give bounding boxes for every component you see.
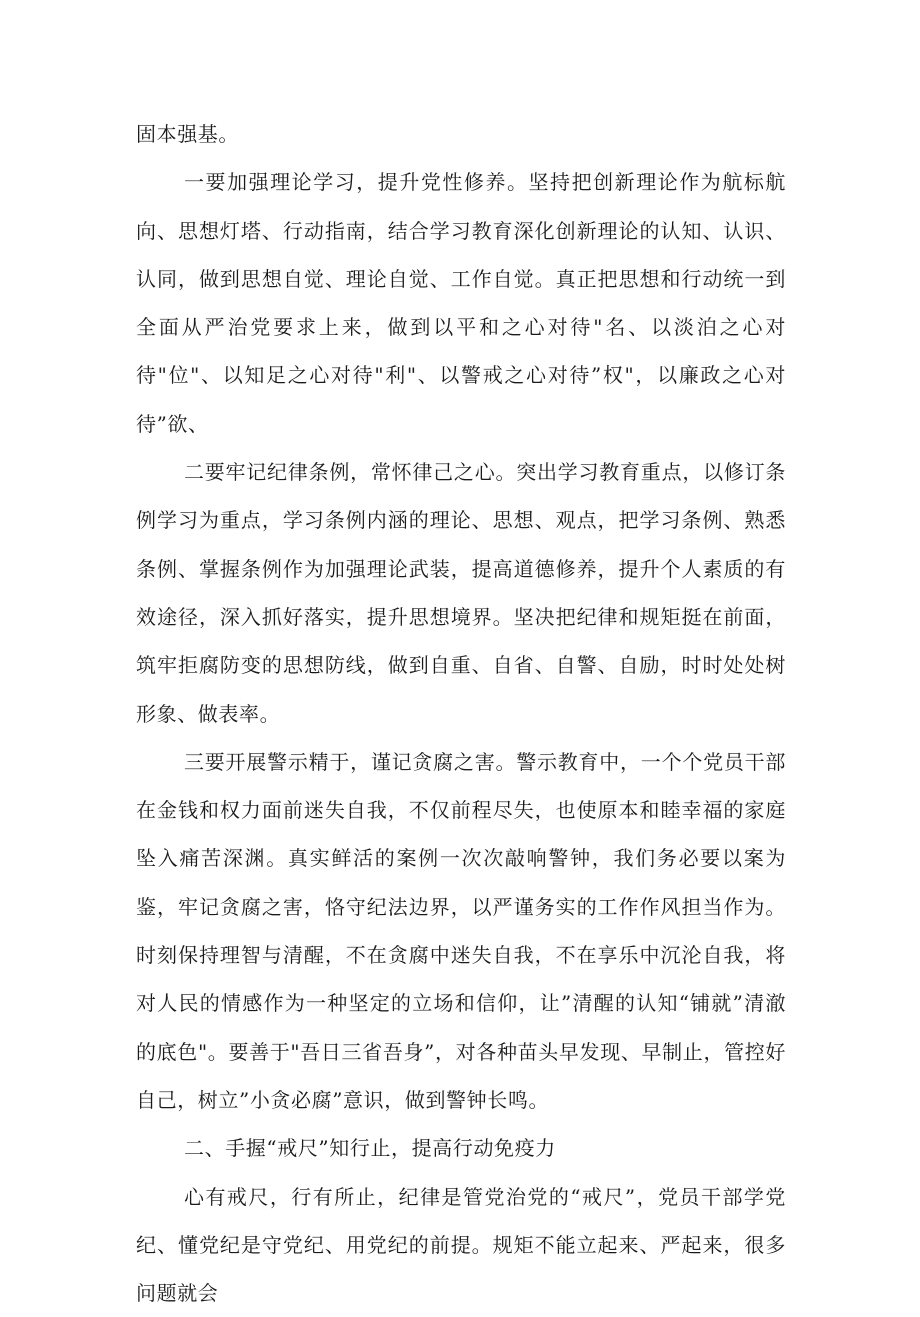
paragraph-discipline-ruler: 心有戒尺，行有所止，纪律是管党治党的“戒尺”，党员干部学党纪、懂党纪是守党纪、用党纪的前提。规矩不能立起来、严起来，很多问题就会 [136, 1184, 786, 1306]
paragraph-warning-education: 三要开展警示精于，谨记贪腐之害。警示教育中，一个个党员干部在金钱和权力面前迷失自我，不仅前程尽失，也使原本和睦幸福的家庭坠入痛苦深渊。真实鲜活的案例一次次敲响警钟，我们务必要以案为鉴，牢记贪腐之害，恪守纪法边界，以严谨务实的工作作风担当作为。时刻保持理智与清醒，不在贪腐中迷失自我，不在享乐中沉沦自我，将对人民的情感作为一种坚定的立场和信仰，让”清醒的认知“铺就”清澈的底色"。要善于"吾日三省吾身”，对各种苗头早发现、早制止，管控好自己，树立”小贪必腐”意识，做到警钟长鸣。 [136, 749, 786, 1112]
section-heading: 二、手握“戒尺”知行止，提高行动免疫力 [184, 1136, 556, 1161]
document-body [136, 110, 786, 1317]
paragraph-discipline-rules: 二要牢记纪律条例，常怀律己之心。突出学习教育重点，以修订条例学习为重点，学习条例内涵的理论、思想、观点，把学习条例、熟悉条例、掌握条例作为加强理论武装，提高道德修养，提升个人素质的有效途径，深入抓好落实，提升思想境界。坚决把纪律和规矩挺在前面，筑牢拒腐防变的思想防线，做到自重、自省、自警、自励，时时处处树形象、做表率。 [136, 460, 786, 726]
paragraph-continuation: 固本强基。 [136, 122, 239, 146]
paragraph-theory-study: 一要加强理论学习，提升党性修养。坚持把创新理论作为航标航向、思想灯塔、行动指南，结合学习教育深化创新理论的认知、认识、认同，做到思想自觉、理论自觉、工作自觉。真正把思想和行动统一到全面从严治党要求上来，做到以平和之心对待"名、以淡泊之心对待"位"、以知足之心对待"利"、以警戒之心对待”权"，以廉政之心对待”欲、 [136, 170, 786, 436]
